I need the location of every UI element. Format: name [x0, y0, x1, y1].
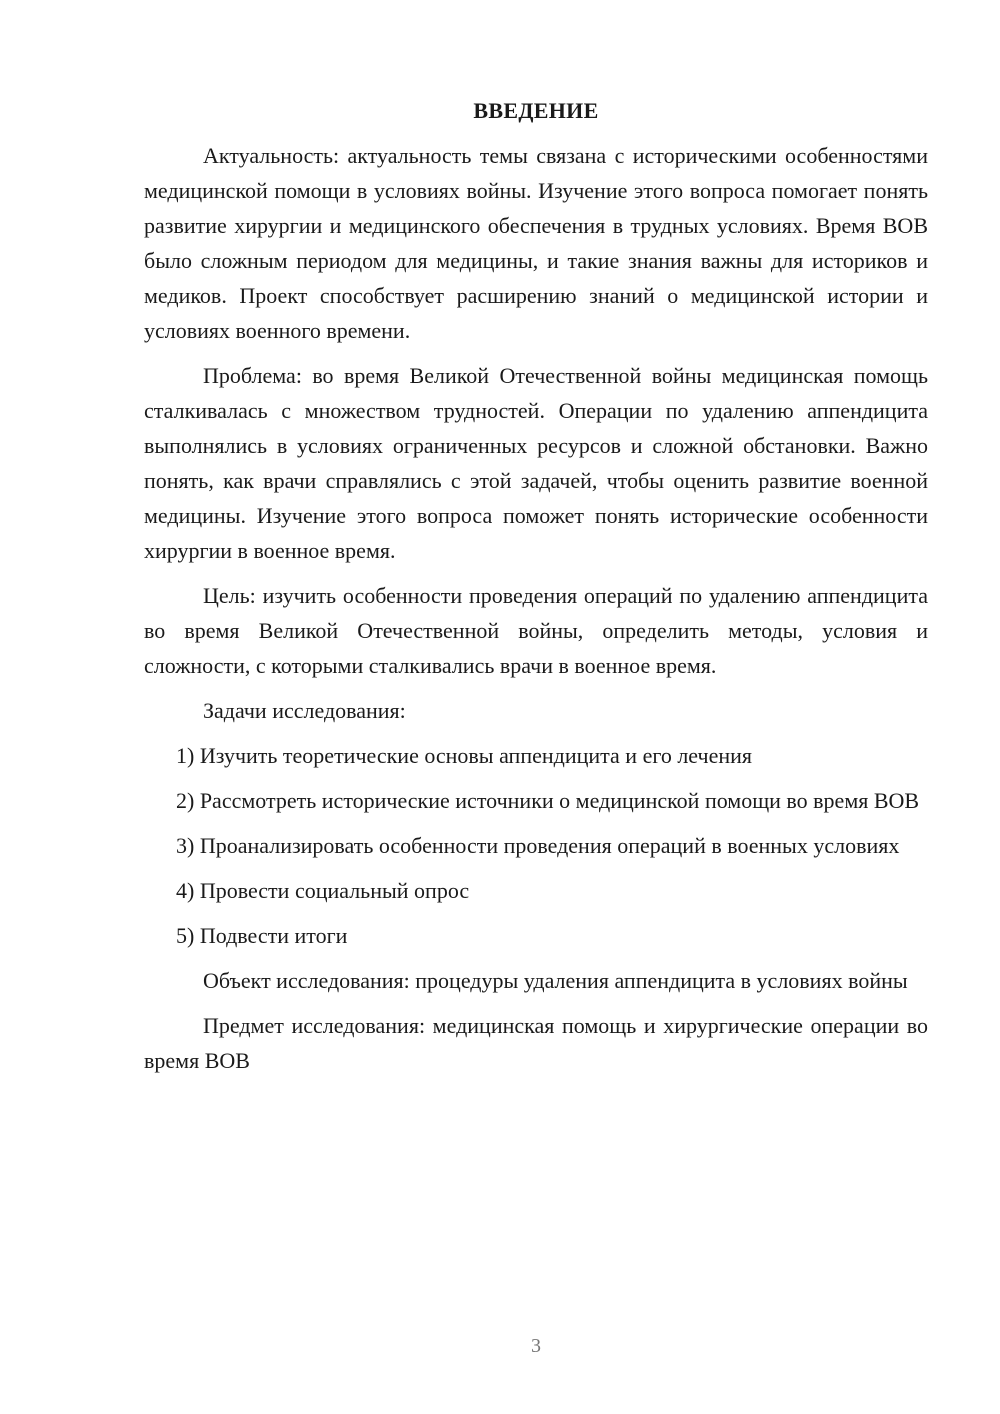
task-item: 4) Провести социальный опрос [176, 878, 470, 903]
paragraph-research-subject: Предмет исследования: медицинская помощь и хирургические операции во время ВОВ [144, 1013, 928, 1073]
paragraph-tasks-heading: Задачи исследования: [203, 698, 406, 723]
task-item: 5) Подвести итоги [176, 923, 348, 948]
task-item: 3) Проанализировать особенности проведения операций в военных условиях [176, 833, 900, 858]
task-item: 1) Изучить теоретические основы аппендицита и его лечения [176, 743, 753, 768]
paragraph-problem: Проблема: во время Великой Отечественной войны медицинская помощь сталкивалась с множеством трудностей. Операции по удалению аппендицита выполнялись в условиях ограниченных ресурсов и сложной обстановки. Важно понять, как врачи справлялись с этой задачей, чтобы оценить развитие военной медицины. Изучение этого вопроса поможет понять исторические особенности хирургии в военное время. [144, 363, 928, 563]
page-number: 3 [531, 1335, 541, 1357]
paragraph-research-object: Объект исследования: процедуры удаления аппендицита в условиях войны [203, 968, 908, 993]
paragraph-goal: Цель: изучить особенности проведения операций по удалению аппендицита во время Великой Отечественной войны, определить методы, условия и сложности, с которыми сталкивались врачи в военное время. [144, 583, 928, 678]
paragraph-relevance: Актуальность: актуальность темы связана с историческими особенностями медицинской помощи в условиях войны. Изучение этого вопроса помогает понять развитие хирургии и медицинского обеспечения в трудных условиях. Время ВОВ было сложным периодом для медицины, и такие знания важны для историков и медиков. Проект способствует расширению знаний о медицинской истории и условиях военного времени. [144, 143, 928, 343]
task-item: 2) Рассмотреть исторические источники о медицинской помощи во время ВОВ [176, 788, 920, 813]
document-body [144, 93, 928, 1088]
section-title: ВВЕДЕНИЕ [473, 98, 599, 123]
